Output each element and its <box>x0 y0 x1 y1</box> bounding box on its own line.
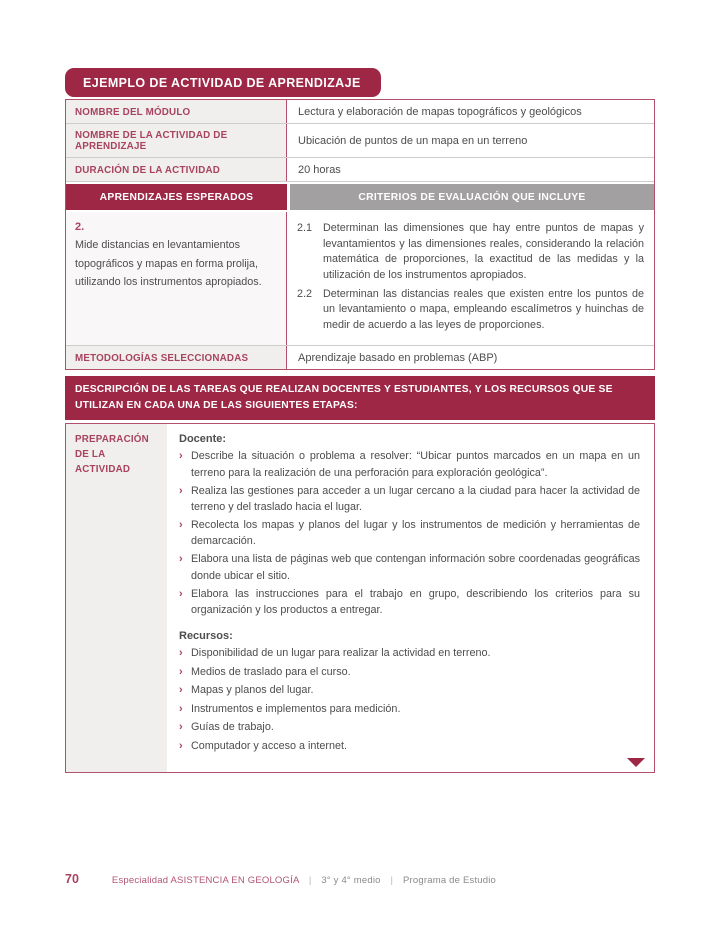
page-footer <box>65 872 655 886</box>
footer-separator: | <box>390 875 394 886</box>
methodologies-value: Aprendizaje basado en problemas (ABP) <box>298 352 498 365</box>
list-item <box>179 586 640 618</box>
criterion-number: 2.1 <box>297 222 313 234</box>
table-row <box>66 157 654 181</box>
criterion-number: 2.2 <box>297 287 313 300</box>
preparation-section <box>65 423 655 773</box>
chevron-bullet-icon: › <box>179 587 183 600</box>
teacher-task-list <box>179 448 640 618</box>
criterion-text: Determinan las distancias reales que existen entre los puntos de un levantamiento o mapa, empleando escalímetros y huinchas de medir de acuerdo a las leyes de proporciones. <box>323 287 644 331</box>
chevron-bullet-icon: › <box>179 665 183 678</box>
chevron-bullet-icon: › <box>179 684 183 697</box>
list-item-text: Medios de traslado para el curso. <box>191 665 351 678</box>
duration-value: 20 horas <box>298 164 341 176</box>
list-item <box>179 551 640 583</box>
evaluation-criteria-header: CRITERIOS DE EVALUACIÓN QUE INCLUYE <box>290 184 654 210</box>
list-item-text: Describe la situación o problema a resolver: “Ubicar puntos marcados en un mapa en un terreno para la realización de una perforación para exploración geológica”. <box>191 450 640 479</box>
methodologies-label: METODOLOGÍAS SELECCIONADAS <box>66 346 287 369</box>
list-item <box>179 701 640 718</box>
list-item-text: Elabora una lista de páginas web que contengan información sobre coordenadas geográficas donde ubicar el sitio. <box>191 553 640 582</box>
list-item-text: Mapas y planos del lugar. <box>191 684 314 697</box>
table-row <box>66 212 654 345</box>
list-item <box>179 517 640 549</box>
table-row <box>66 100 654 123</box>
chevron-bullet-icon: › <box>179 702 183 715</box>
expected-learning-cell <box>66 212 287 345</box>
module-name-label: NOMBRE DEL MÓDULO <box>66 100 287 123</box>
list-item <box>179 483 640 515</box>
table-row <box>66 345 654 369</box>
footer-specialty: Especialidad ASISTENCIA EN GEOLOGÍA <box>111 875 299 886</box>
stage-label: PREPARACIÓN DE LA ACTIVIDAD <box>75 434 149 475</box>
table-row <box>66 123 654 157</box>
stage-cell <box>66 424 167 772</box>
continuation-arrow-icon <box>627 758 645 767</box>
list-item-text: Instrumentos e implementos para medición. <box>191 702 401 715</box>
criteria-cell <box>287 212 654 345</box>
chevron-bullet-icon: › <box>179 647 183 660</box>
list-item-text: Recolecta los mapas y planos del lugar y los instrumentos de medición y herramientas de demarcación. <box>191 519 640 548</box>
criterion-item <box>297 221 644 284</box>
list-item <box>179 645 640 662</box>
activity-name-value: Ubicación de puntos de un mapa en un terreno <box>298 135 528 147</box>
list-item-text: Computador y acceso a internet. <box>191 739 348 752</box>
page-number: 70 <box>65 872 79 886</box>
page-content <box>65 68 655 773</box>
activity-info-table <box>65 99 655 370</box>
learning-number: 2. <box>75 221 85 233</box>
learning-text: Mide distancias en levantamientos topográficos y mapas en forma prolija, utilizando los instrumentos apropiados. <box>75 239 262 289</box>
criterion-text: Determinan las dimensiones que hay entre puntos de mapas y levantamientos y las dimensiones reales, considerando la relación matemática de proporciones, la exactitud de las medidas y la utilización de los instrumentos apropiados. <box>323 222 644 281</box>
list-item <box>179 719 640 736</box>
expected-learnings-header: APRENDIZAJES ESPERADOS <box>66 184 287 210</box>
teacher-heading: Docente: <box>179 433 227 446</box>
chevron-bullet-icon: › <box>179 739 183 752</box>
list-item-text: Guías de trabajo. <box>191 721 274 734</box>
activity-name-label: NOMBRE DE LA ACTIVIDAD DE APRENDIZAJE <box>66 124 287 157</box>
list-item-text: Elabora las instrucciones para el trabajo en grupo, describiendo los criterios para su organización y los productos a entregar. <box>191 587 640 617</box>
list-item-text: Realiza las gestiones para acceder a un lugar cercano a la ciudad para hacer la actividad de terreno y del traslado hacia el lugar. <box>191 484 640 513</box>
footer-program: Programa de Estudio <box>403 875 497 886</box>
list-item <box>179 448 640 480</box>
criterion-item <box>297 287 644 334</box>
chevron-bullet-icon: › <box>179 484 183 497</box>
footer-grade: 3° y 4° medio <box>321 875 381 886</box>
resources-heading: Recursos: <box>179 630 233 643</box>
duration-label: DURACIÓN DE LA ACTIVIDAD <box>66 158 287 181</box>
chevron-bullet-icon: › <box>179 519 183 532</box>
footer-separator: | <box>308 875 312 886</box>
list-item <box>179 682 640 699</box>
list-item <box>179 664 640 681</box>
table-header-row <box>66 181 654 212</box>
resources-list <box>179 645 640 754</box>
page-title: EJEMPLO DE ACTIVIDAD DE APRENDIZAJE <box>65 68 381 97</box>
chevron-bullet-icon: › <box>179 721 183 734</box>
footer-meta <box>112 875 496 886</box>
description-banner: DESCRIPCIÓN DE LAS TAREAS QUE REALIZAN DOCENTES Y ESTUDIANTES, Y LOS RECURSOS QUE SE UTILIZAN EN CADA UNA DE LAS SIGUIENTES ETAPAS: <box>65 376 655 420</box>
list-item-text: Disponibilidad de un lugar para realizar la actividad en terreno. <box>191 647 491 660</box>
list-item <box>179 738 640 755</box>
chevron-bullet-icon: › <box>179 553 183 566</box>
stage-content <box>167 424 654 772</box>
module-name-value: Lectura y elaboración de mapas topográficos y geológicos <box>298 106 582 118</box>
chevron-bullet-icon: › <box>179 450 183 463</box>
